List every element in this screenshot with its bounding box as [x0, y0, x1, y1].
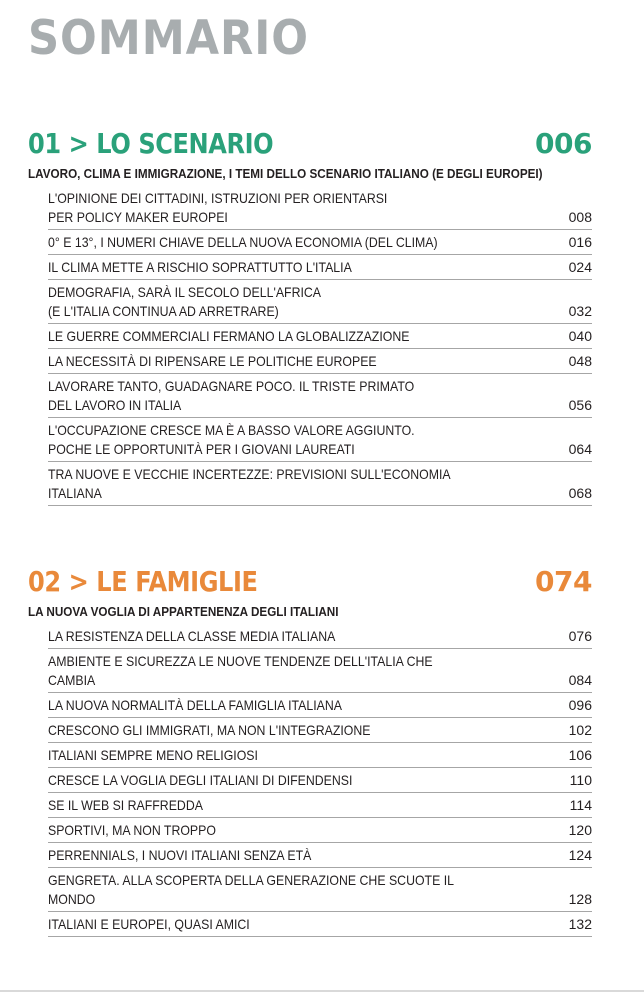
toc-entry-title: CRESCONO GLI IMMIGRATI, MA NON L'INTEGRAZIONE	[48, 722, 371, 738]
toc-entry-title: IL CLIMA METTE A RISCHIO SOPRATTUTTO L'ITALIA	[48, 259, 352, 275]
toc-entry-page: 048	[568, 353, 592, 369]
toc-entry[interactable]	[48, 768, 592, 793]
toc-entry-title: L'OPINIONE DEI CITTADINI, ISTRUZIONI PER ORIENTARSI PER POLICY MAKER EUROPEI	[48, 190, 388, 225]
toc-entry[interactable]	[48, 255, 592, 280]
toc-entry-title: LA RESISTENZA DELLA CLASSE MEDIA ITALIANA	[48, 628, 336, 644]
toc-entry-title: 0° E 13°, I NUMERI CHIAVE DELLA NUOVA ECONOMIA (DEL CLIMA)	[48, 234, 438, 250]
toc-entry-title: GENGRETA. ALLA SCOPERTA DELLA GENERAZIONE CHE SCUOTE IL MONDO	[48, 872, 454, 907]
toc-entry-title: LA NUOVA NORMALITÀ DELLA FAMIGLIA ITALIANA	[48, 697, 342, 713]
toc-entry-page: 102	[568, 722, 592, 738]
toc-entry[interactable]	[48, 462, 592, 506]
toc-entry-title: PERRENNIALS, I NUOVI ITALIANI SENZA ETÀ	[48, 847, 312, 863]
toc-entry-page: 096	[568, 697, 592, 713]
toc-entry-page: 056	[568, 397, 592, 413]
toc-entry[interactable]	[48, 743, 592, 768]
toc-entry-title: LA NECESSITÀ DI RIPENSARE LE POLITICHE EUROPEE	[48, 353, 377, 369]
toc-entry[interactable]	[48, 280, 592, 324]
toc-entry-title: TRA NUOVE E VECCHIE INCERTEZZE: PREVISIONI SULL'ECONOMIA ITALIANA	[48, 466, 450, 501]
toc-entry-page: 032	[568, 303, 592, 319]
toc-entry[interactable]	[48, 718, 592, 743]
toc-list	[48, 186, 592, 506]
section-header	[28, 562, 592, 602]
toc-entry[interactable]	[48, 912, 592, 937]
toc-list	[48, 624, 592, 937]
toc-entry-page: 120	[568, 822, 592, 838]
toc-entry[interactable]	[48, 624, 592, 649]
toc-entry[interactable]	[48, 324, 592, 349]
toc-entry[interactable]	[48, 418, 592, 462]
toc-entry-page: 110	[569, 772, 592, 788]
toc-entry[interactable]	[48, 230, 592, 255]
section-subtitle: LA NUOVA VOGLIA DI APPARTENENZA DEGLI ITALIANI	[28, 604, 339, 619]
toc-entry-page: 106	[568, 747, 592, 763]
toc-entry-page: 124	[568, 847, 592, 863]
toc-entry-title: LE GUERRE COMMERCIALI FERMANO LA GLOBALIZZAZIONE	[48, 328, 410, 344]
toc-entry[interactable]	[48, 818, 592, 843]
section-page-number: 006	[535, 127, 592, 160]
toc-entry-page: 040	[568, 328, 592, 344]
toc-entry[interactable]	[48, 843, 592, 868]
page-title: SOMMARIO	[28, 11, 309, 66]
section-title: 02 > LE FAMIGLIE	[28, 565, 258, 598]
toc-entry-page: 084	[568, 672, 592, 688]
section-famiglie	[28, 562, 592, 937]
toc-entry-page: 076	[568, 628, 592, 644]
toc-entry[interactable]	[48, 693, 592, 718]
toc-entry-page: 064	[568, 441, 592, 457]
toc-entry-title: AMBIENTE E SICUREZZA LE NUOVE TENDENZE DELL'ITALIA CHE CAMBIA	[48, 653, 433, 688]
toc-entry-title: L'OCCUPAZIONE CRESCE MA È A BASSO VALORE AGGIUNTO. POCHE LE OPPORTUNITÀ PER I GIOVANI LAUREATI	[48, 422, 415, 457]
section-subtitle: LAVORO, CLIMA E IMMIGRAZIONE, I TEMI DELLO SCENARIO ITALIANO (E DEGLI EUROPEI)	[28, 166, 543, 181]
toc-entry-page: 068	[568, 485, 592, 501]
section-header	[28, 124, 592, 164]
section-page-number: 074	[535, 565, 592, 598]
toc-entry[interactable]	[48, 186, 592, 230]
section-title: 01 > LO SCENARIO	[28, 127, 274, 160]
toc-entry[interactable]	[48, 868, 592, 912]
toc-entry-title: SPORTIVI, MA NON TROPPO	[48, 822, 216, 838]
toc-entry-title: ITALIANI SEMPRE MENO RELIGIOSI	[48, 747, 258, 763]
toc-entry-page: 132	[568, 916, 592, 932]
toc-entry-title: SE IL WEB SI RAFFREDDA	[48, 797, 203, 813]
toc-entry-page: 114	[569, 797, 592, 813]
toc-entry-title: LAVORARE TANTO, GUADAGNARE POCO. IL TRISTE PRIMATO DEL LAVORO IN ITALIA	[48, 378, 415, 413]
toc-entry-page: 016	[568, 234, 592, 250]
toc-entry[interactable]	[48, 649, 592, 693]
toc-entry[interactable]	[48, 349, 592, 374]
toc-entry-page: 008	[568, 209, 592, 225]
toc-entry[interactable]	[48, 374, 592, 418]
section-scenario	[28, 124, 592, 506]
toc-entry[interactable]	[48, 793, 592, 818]
toc-entry-title: DEMOGRAFIA, SARÀ IL SECOLO DELL'AFRICA (E L'ITALIA CONTINUA AD ARRETRARE)	[48, 284, 322, 319]
toc-entry-title: ITALIANI E EUROPEI, QUASI AMICI	[48, 916, 250, 932]
toc-entry-page: 024	[568, 259, 592, 275]
toc-entry-page: 128	[568, 891, 592, 907]
toc-entry-title: CRESCE LA VOGLIA DEGLI ITALIANI DI DIFENDENSI	[48, 772, 353, 788]
